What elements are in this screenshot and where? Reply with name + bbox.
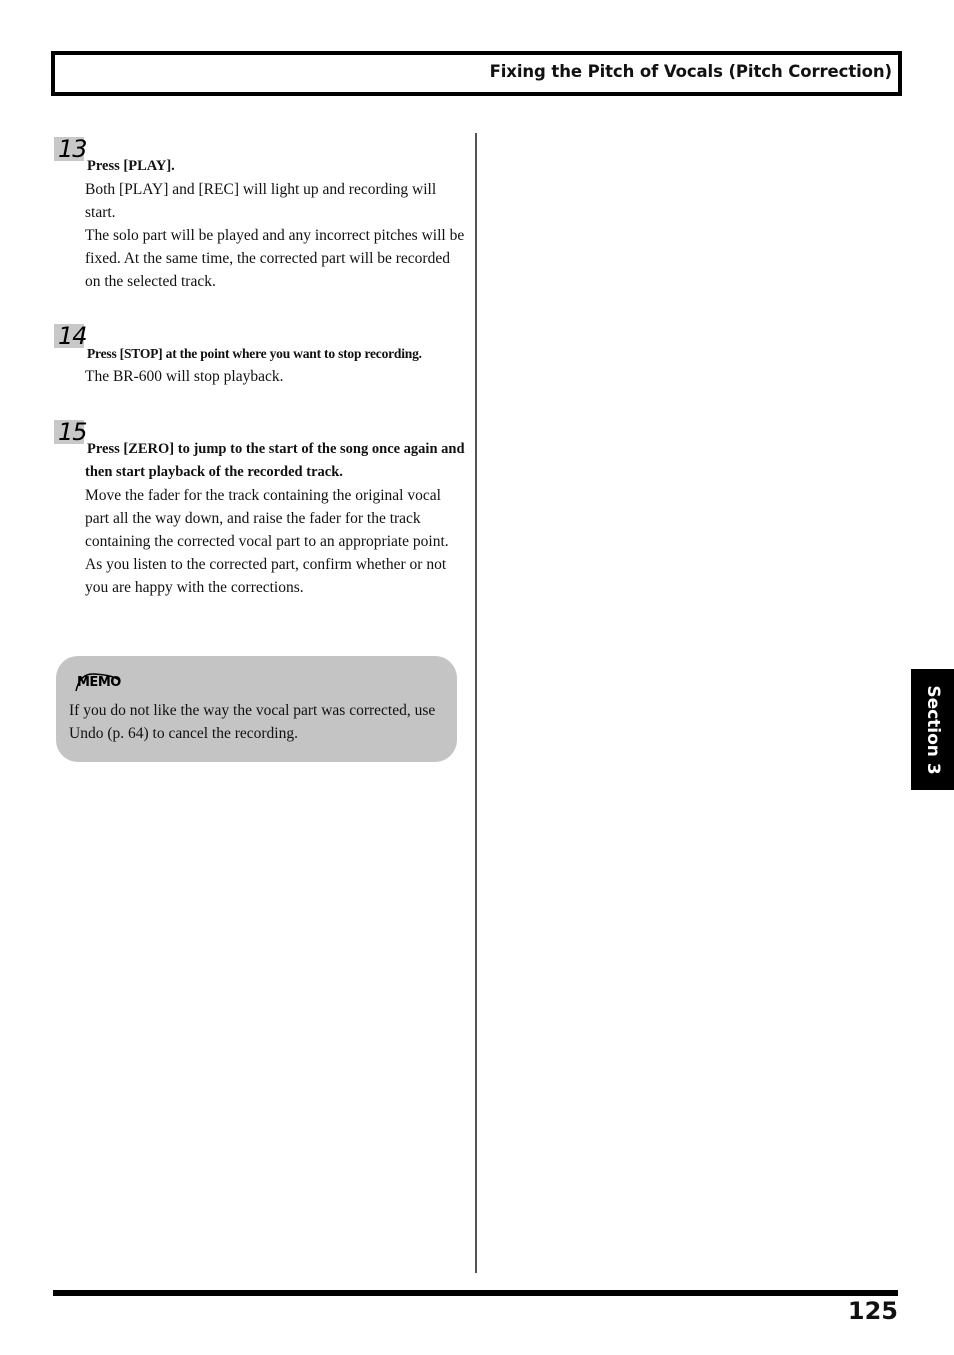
step-paragraph: The solo part will be played and any incorrect pitches will be fixed. At the same time, the corrected part will be recorded on the selected track.: [85, 227, 465, 290]
memo-icon: [77, 674, 121, 692]
step-paragraph: Move the fader for the track containing the original vocal part all the way down, and raise the fader for the track containing the corrected vocal part to an appropriate point. As you listen to the corrected part, confirm whether or not you are happy with the corrections.: [85, 487, 449, 596]
section-tab: [911, 669, 954, 790]
step-body: [85, 178, 465, 293]
page-header: [51, 51, 902, 96]
step-paragraph: Both [PLAY] and [REC] will light up and recording will start.: [85, 181, 437, 221]
column-divider: [475, 133, 477, 1273]
step-heading: [85, 438, 465, 484]
memo-label: MEMO: [77, 675, 121, 690]
step-paragraph: The BR-600 will stop playback.: [85, 368, 284, 385]
step-heading-text: Press [ZERO] to jump to the start of the song once again and then start playback of the recorded track.: [85, 441, 465, 480]
step-heading: Press [STOP] at the point where you want to stop recording.: [87, 346, 422, 361]
section-tab-label: Section 3: [922, 684, 943, 775]
step-number: 15: [54, 420, 84, 444]
step-heading: Press [PLAY].: [87, 158, 175, 174]
footer-rule: [53, 1290, 898, 1296]
header-title: Fixing the Pitch of Vocals (Pitch Correction): [489, 62, 892, 81]
page-number: 125: [847, 1297, 898, 1325]
step-body: [85, 484, 465, 599]
step-body: [85, 365, 465, 388]
step-number: 13: [54, 137, 84, 161]
step-number: 14: [54, 324, 84, 348]
memo-text: If you do not like the way the vocal part was corrected, use Undo (p. 64) to cancel the recording.: [69, 702, 436, 742]
memo-box: [56, 656, 457, 762]
